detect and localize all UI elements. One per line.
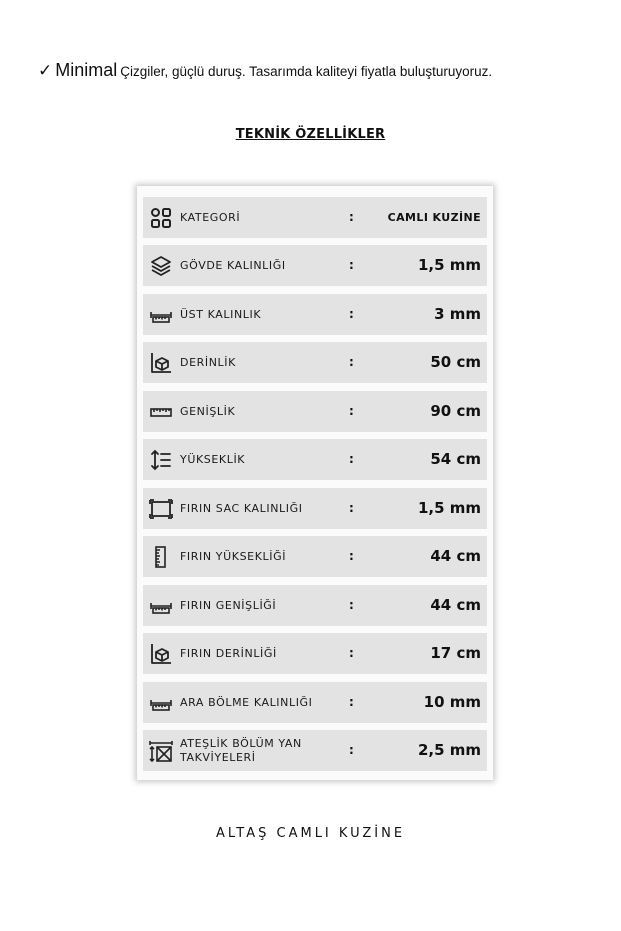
intro-lead: Minimal [55,60,118,80]
spec-row-divider-thickness [143,682,487,723]
spec-value: 1,5 mm [417,256,481,274]
height-arrows-icon [149,448,173,472]
spec-separator: : [349,258,354,272]
spec-separator: : [349,307,354,321]
spec-row-oven-depth [143,633,487,674]
spec-row-oven-sheet-thickness [143,488,487,529]
spec-separator: : [349,598,354,612]
section-title: TEKNİK ÖZELLİKLER [235,127,386,142]
spec-row-body-thickness [143,245,487,286]
intro-line [38,60,608,81]
spec-label: FIRIN DERİNLİĞİ [180,646,277,660]
width-ruler-icon [149,400,173,424]
ruler-icon [149,691,173,715]
vertical-ruler-icon [149,545,173,569]
spec-separator: : [349,743,354,757]
spec-label: FIRIN SAC KALINLIĞI [180,501,303,515]
cross-brace-icon [149,739,173,763]
frame-corners-icon [149,497,173,521]
spec-row-firebox-side-braces [143,730,487,771]
spec-value: 2,5 mm [417,741,481,759]
spec-separator: : [349,646,354,660]
spec-label: GENİŞLİK [180,404,236,418]
spec-value: 54 cm [430,450,481,468]
spec-separator: : [349,404,354,418]
depth-cube-icon [149,351,173,375]
spec-separator: : [349,452,354,466]
spec-label: ATEŞLİK BÖLÜM YAN TAKVİYELERİ [180,736,302,764]
spec-value: 44 cm [430,547,481,565]
spec-label: FIRIN YÜKSEKLİĞİ [180,549,287,563]
spec-label: DERİNLİK [180,355,236,369]
spec-label: KATEGORİ [180,210,241,224]
spec-value: 50 cm [430,353,481,371]
spec-label: GÖVDE KALINLIĞI [180,258,286,272]
spec-value: 3 mm [434,305,481,323]
spec-label: FIRIN GENİŞLİĞİ [180,598,277,612]
spec-row-oven-width [143,585,487,626]
ruler-icon [149,594,173,618]
spec-value: 90 cm [430,402,481,420]
spec-row-top-thickness [143,294,487,335]
category-grid-icon [149,206,173,230]
spec-value: CAMLI KUZİNE [387,211,481,224]
spec-separator: : [349,695,354,709]
spec-value: 10 mm [423,693,481,711]
depth-cube-icon [149,642,173,666]
brand-footer: ALTAŞ CAMLI KUZİNE [215,826,406,841]
spec-value: 44 cm [430,596,481,614]
spec-row-width [143,391,487,432]
spec-separator: : [349,210,354,224]
spec-separator: : [349,549,354,563]
ruler-icon [149,303,173,327]
check-mark-icon: ✓ [38,61,53,80]
spec-label: YÜKSEKLİK [180,452,246,466]
spec-value: 1,5 mm [417,499,481,517]
intro-text: Çizgiler, güçlü duruş. Tasarımda kaliteyi fiyatla buluşturuyoruz. [120,64,493,79]
spec-label: ARA BÖLME KALINLIĞI [180,695,313,709]
layers-icon [149,254,173,278]
spec-separator: : [349,501,354,515]
spec-card [137,186,493,780]
spec-row-category [143,197,487,238]
spec-row-height [143,439,487,480]
spec-value: 17 cm [430,644,481,662]
spec-separator: : [349,355,354,369]
spec-row-depth [143,342,487,383]
spec-row-oven-height [143,536,487,577]
spec-label: ÜST KALINLIK [180,307,262,321]
